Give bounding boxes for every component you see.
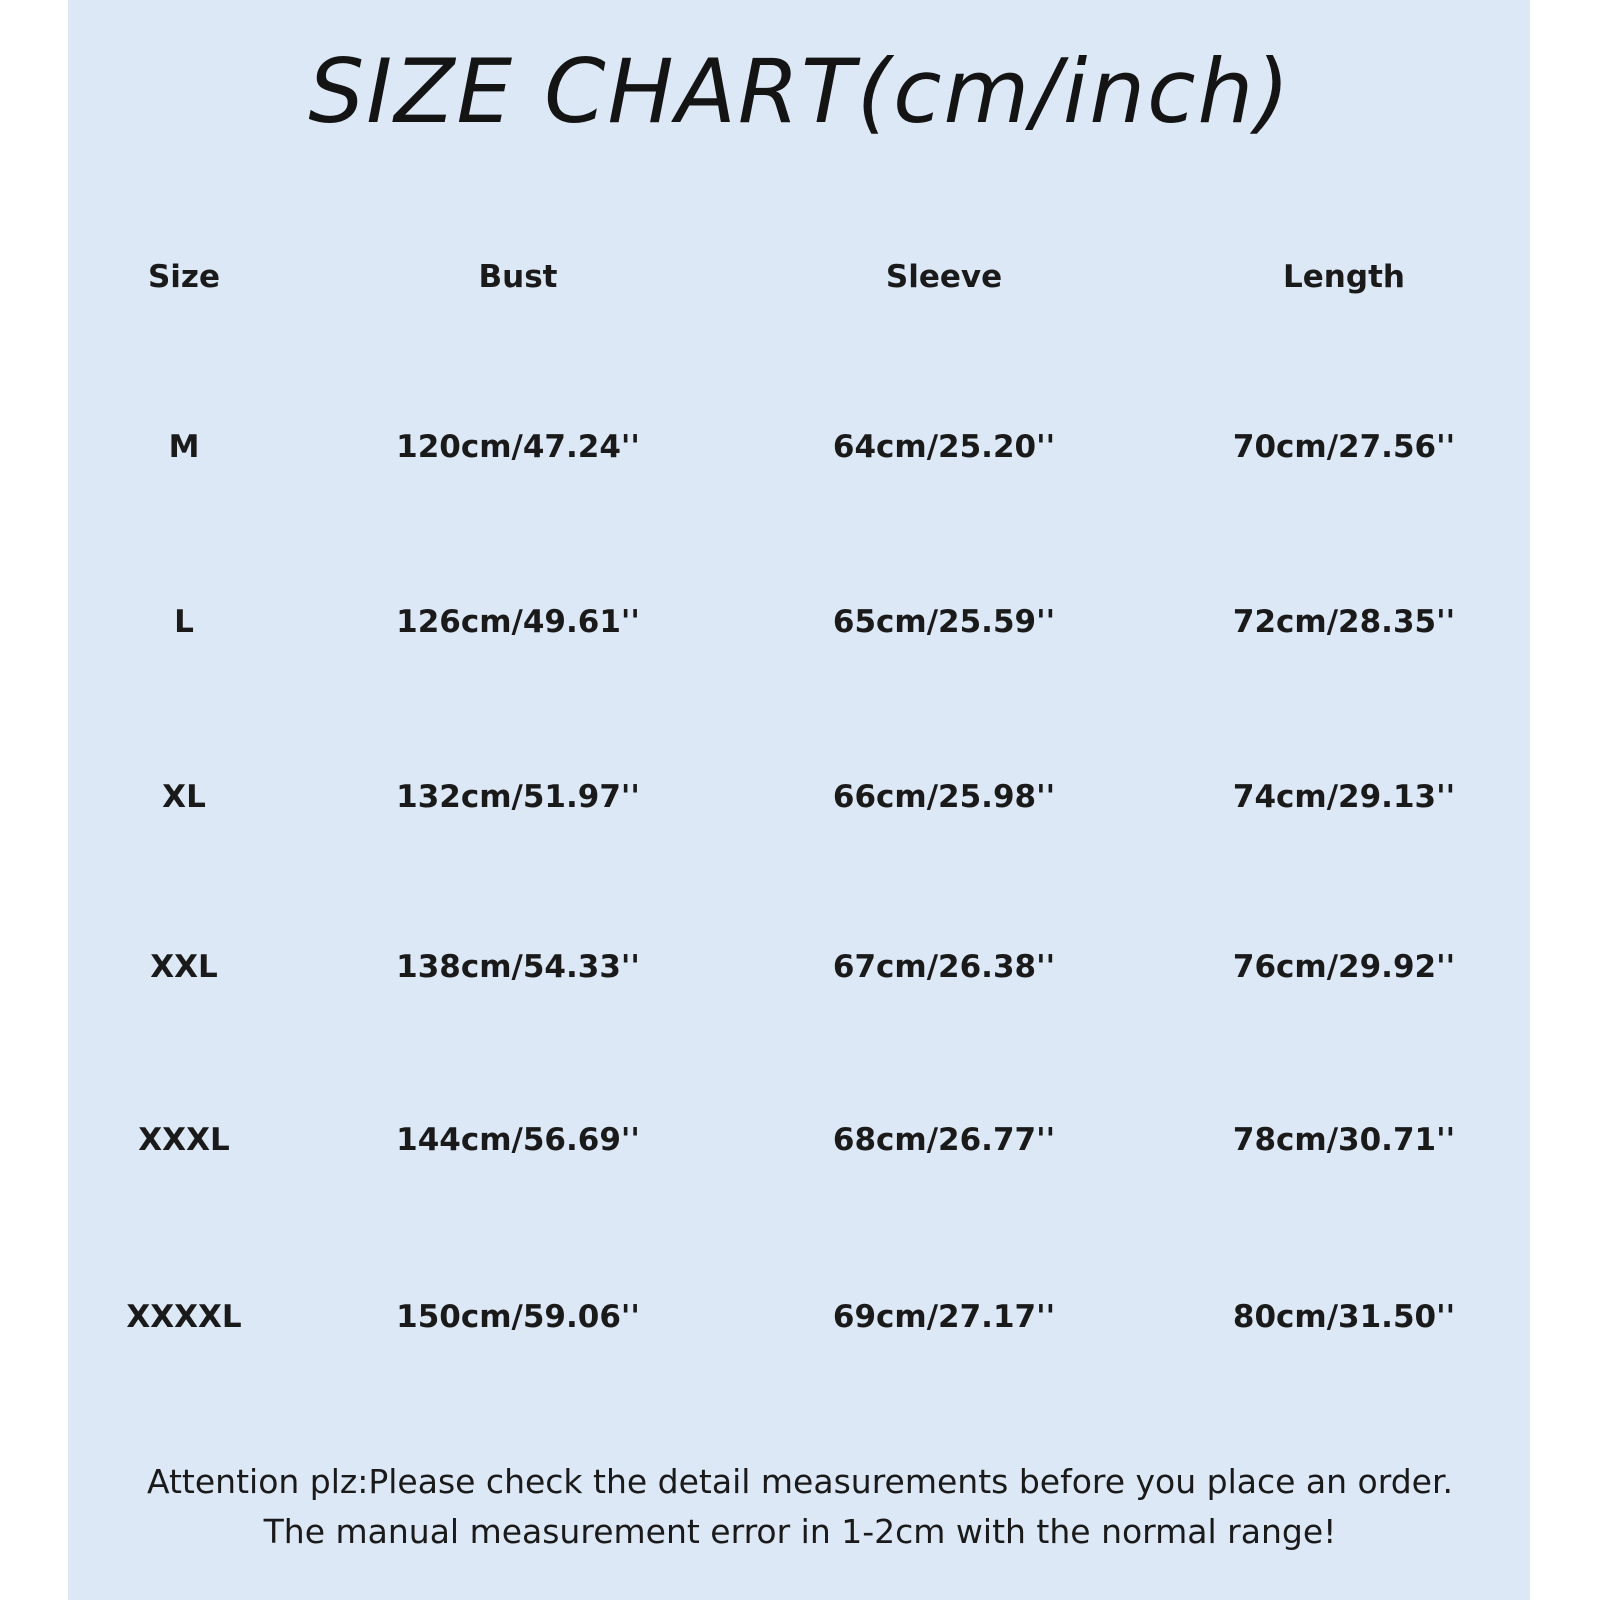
attention-note-line-2: The manual measurement error in 1-2cm with the normal range!	[263, 1512, 1337, 1551]
cell-sleeve: 66cm/25.98''	[832, 779, 1056, 815]
cell-length: 80cm/31.50''	[1232, 1299, 1456, 1335]
cell-size: XXL	[150, 949, 218, 985]
cell-sleeve: 67cm/26.38''	[832, 949, 1056, 985]
cell-bust: 150cm/59.06''	[396, 1299, 640, 1335]
cell-size: XXXL	[138, 1122, 230, 1158]
cell-size: L	[174, 604, 194, 640]
cell-size: XXXXL	[126, 1299, 242, 1335]
header-size: Size	[147, 259, 221, 295]
cell-bust: 132cm/51.97''	[396, 779, 640, 815]
cell-length: 76cm/29.92''	[1232, 949, 1456, 985]
cell-bust: 138cm/54.33''	[396, 949, 640, 985]
header-bust: Bust	[478, 259, 558, 295]
cell-length: 72cm/28.35''	[1232, 604, 1456, 640]
header-sleeve: Sleeve	[885, 259, 1003, 295]
cell-length: 78cm/30.71''	[1232, 1122, 1456, 1158]
cell-bust: 126cm/49.61''	[396, 604, 640, 640]
cell-size: M	[168, 429, 200, 465]
cell-sleeve: 65cm/25.59''	[832, 604, 1056, 640]
cell-sleeve: 69cm/27.17''	[832, 1299, 1056, 1335]
cell-sleeve: 64cm/25.20''	[832, 429, 1056, 465]
header-length: Length	[1283, 259, 1405, 295]
page-title: SIZE CHART(cm/inch)	[308, 40, 1292, 143]
cell-bust: 120cm/47.24''	[396, 429, 640, 465]
cell-length: 74cm/29.13''	[1232, 779, 1456, 815]
cell-length: 70cm/27.56''	[1232, 429, 1456, 465]
cell-bust: 144cm/56.69''	[396, 1122, 640, 1158]
cell-size: XL	[162, 779, 206, 815]
cell-sleeve: 68cm/26.77''	[832, 1122, 1056, 1158]
attention-note-line-1: Attention plz:Please check the detail measurements before you place an order.	[147, 1462, 1453, 1501]
